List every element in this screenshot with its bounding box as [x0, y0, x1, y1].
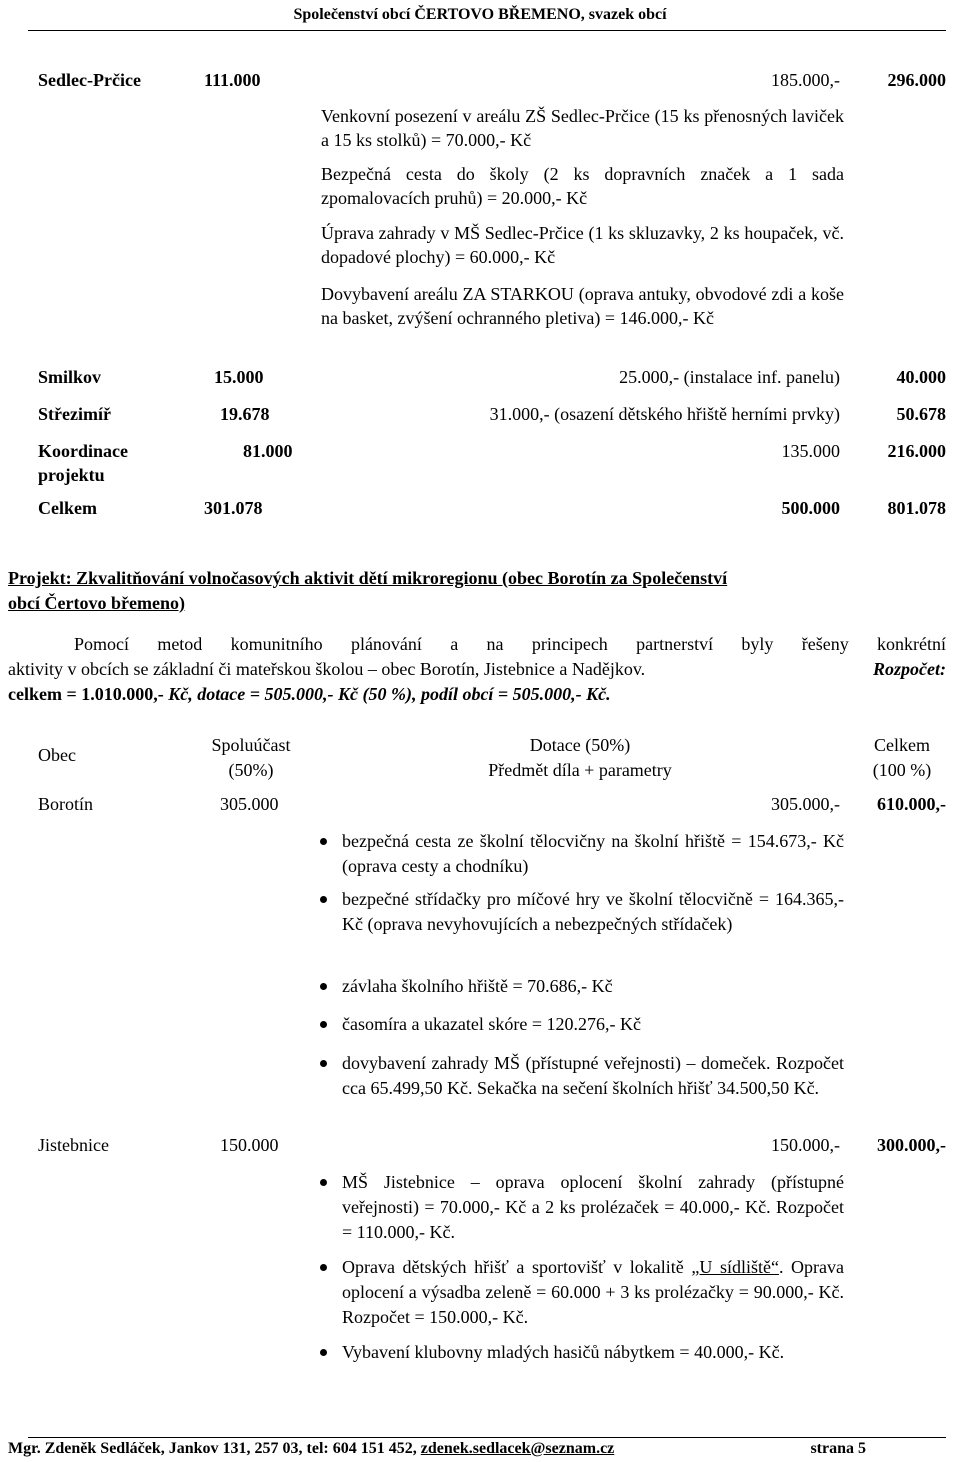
- project-title-line-2: obcí Čertovo břemeno): [8, 593, 185, 613]
- row-obec-jistebnice: Jistebnice: [38, 1135, 109, 1155]
- th-spoluucast: [196, 733, 306, 783]
- row-celkem-borotin: 610.000,-: [877, 794, 946, 814]
- row-dotace-jistebnice: 150.000,-: [771, 1135, 840, 1155]
- row-obec-borotin: Borotín: [38, 794, 94, 814]
- bullet-icon: [320, 838, 327, 845]
- th-dotace-line-1: Dotace (50%): [529, 735, 631, 755]
- row-spoluucast-koordinace: 81.000: [243, 441, 293, 461]
- footer-page-number: strana 5: [810, 1440, 866, 1457]
- page-header: Společenství obcí ČERTOVO BŘEMENO, svazek obcí: [293, 6, 667, 23]
- koordinace-line-1: Koordinace: [38, 441, 128, 461]
- row-celkem-jistebnice: 300.000,-: [877, 1135, 946, 1155]
- footer-author: [8, 1440, 614, 1458]
- project-budget-total: celkem = 1.010.000,-: [8, 684, 164, 704]
- jistebnice-item-1: MŠ Jistebnice – oprava oplocení školní zahrady (přístupné veřejnosti) = 70.000,- Kč a 2 ks prolézaček = 40.000,- Kč. Rozpočet = 110.000,- Kč.: [342, 1172, 844, 1242]
- bullet-icon: [320, 896, 327, 903]
- bullet-icon: [320, 1060, 327, 1067]
- project-para-line-1: Pomocí metod komunitního plánování a na principech partnerství byly řešeny konkrétní: [74, 634, 946, 654]
- row-celkem-total: 801.078: [887, 498, 946, 518]
- row-spoluucast-smilkov: 15.000: [214, 367, 264, 387]
- row-spoluucast-sedlec: 111.000: [204, 70, 261, 90]
- th-spoluucast-line-2: (50%): [228, 760, 274, 780]
- row-obec-koordinace: [38, 439, 128, 487]
- sedlec-item-2: Bezpečná cesta do školy (2 ks dopravních značek a 1 sada zpomalovacích pruhů) = 20.000,- Kč: [321, 164, 844, 208]
- row-celkem-sedlec: 296.000: [887, 70, 946, 90]
- th-celkem-line-1: Celkem: [874, 735, 930, 755]
- row-spoluucast-jistebnice: 150.000: [220, 1135, 279, 1155]
- sedlec-item-3: Úprava zahrady v MŠ Sedlec-Prčice (1 ks skluzavky, 2 ks houpaček, vč. dopadové plochy) = 60.000,- Kč: [321, 223, 844, 267]
- sedlec-item-4: Dovybavení areálu ZA STARKOU (oprava antuky, obvodové zdi a koše na basket, zvýšení ochranného pletiva) = 146.000,- Kč: [321, 284, 844, 328]
- row-celkem-strezimir: 50.678: [896, 404, 946, 424]
- row-dotace-borotin: 305.000,-: [771, 794, 840, 814]
- borotin-item-2: bezpečné střídačky pro míčové hry ve školní tělocvičně = 164.365,- Kč (oprava nevyhovujících a nebezpečných střídaček): [342, 889, 844, 934]
- row-celkem-smilkov: 40.000: [896, 367, 946, 387]
- footer-email-link[interactable]: zdenek.sedlacek@seznam.cz: [420, 1440, 615, 1457]
- header-divider: [28, 30, 946, 31]
- project-budget-details: Kč, dotace = 505.000,- Kč (50 %), podíl obcí = 505.000,- Kč.: [168, 684, 611, 704]
- project-title: [8, 566, 946, 616]
- jistebnice-item-2-place: „U sídliště“: [691, 1257, 779, 1277]
- sedlec-item-1: Venkovní posezení v areálu ZŠ Sedlec-Prčice (15 ks přenosných laviček a 15 ks stolků) = 70.000,- Kč: [321, 106, 844, 150]
- jistebnice-item-2-part-1: Oprava dětských hřišť a sportovišť v lokalitě: [342, 1257, 692, 1277]
- th-spoluucast-line-1: Spoluúčast: [211, 735, 291, 755]
- th-celkem: [850, 733, 954, 783]
- th-obec: Obec: [38, 745, 76, 765]
- row-obec-smilkov: Smilkov: [38, 367, 102, 387]
- row-spoluucast-total: 301.078: [204, 498, 263, 518]
- row-obec-strezimir: Střezimíř: [38, 404, 111, 424]
- row-dotace-koordinace: 135.000: [781, 441, 840, 461]
- jistebnice-item-3: Vybavení klubovny mladých hasičů nábytkem = 40.000,- Kč.: [342, 1342, 785, 1362]
- row-dotace-sedlec: 185.000,-: [771, 70, 840, 90]
- th-dotace: [420, 733, 740, 783]
- koordinace-line-2: projektu: [38, 465, 105, 485]
- row-spoluucast-borotin: 305.000: [220, 794, 279, 814]
- bullet-icon: [320, 1179, 327, 1186]
- row-obec-sedlec: Sedlec-Prčice: [38, 70, 141, 90]
- project-paragraph: [8, 632, 946, 707]
- row-spoluucast-strezimir: 19.678: [220, 404, 270, 424]
- th-dotace-line-2: Předmět díla + parametry: [488, 760, 672, 780]
- th-celkem-line-2: (100 %): [872, 760, 932, 780]
- jistebnice-item-2-part-2: . Oprava oplocení a výsadba zeleně = 60.000 + 3 ks prolézačky = 90.000,- Kč. Rozpočet = 150.000,- Kč.: [342, 1257, 844, 1327]
- borotin-item-3: závlaha školního hřiště = 70.686,- Kč: [342, 976, 613, 996]
- row-celkem-koordinace: 216.000: [887, 441, 946, 461]
- row-dotace-smilkov: 25.000,- (instalace inf. panelu): [619, 367, 840, 387]
- project-title-line-1: Projekt: Zkvalitňování volnočasových aktivit dětí mikroregionu (obec Borotín za Společenství: [8, 568, 728, 588]
- bullet-icon: [320, 983, 327, 990]
- row-dotace-strezimir: 31.000,- (osazení dětského hřiště herními prvky): [489, 404, 840, 424]
- row-dotace-total: 500.000: [781, 498, 840, 518]
- row-obec-total: Celkem: [38, 498, 97, 518]
- footer-divider: [28, 1437, 946, 1438]
- borotin-item-4: časomíra a ukazatel skóre = 120.276,- Kč: [342, 1014, 642, 1034]
- project-para-line-3: [8, 682, 946, 707]
- project-budget-label: Rozpočet:: [873, 659, 946, 679]
- bullet-icon: [320, 1264, 327, 1271]
- borotin-item-5: dovybavení zahrady MŠ (přístupné veřejnosti) – domeček. Rozpočet cca 65.499,50 Kč. Sekačka na sečení školních hřišť 34.500,50 Kč.: [342, 1053, 844, 1098]
- footer-author-text: Mgr. Zdeněk Sedláček, Jankov 131, 257 03, tel: 604 151 452,: [8, 1440, 417, 1457]
- project-para-line-2a: aktivity v obcích se základní či mateřskou školou – obec Borotín, Jistebnice a Nadějkov.: [8, 659, 646, 679]
- bullet-icon: [320, 1021, 327, 1028]
- bullet-icon: [320, 1349, 327, 1356]
- borotin-item-1: bezpečná cesta ze školní tělocvičny na školní hřiště = 154.673,- Kč (oprava cesty a chodníku): [342, 831, 844, 876]
- jistebnice-item-2: [342, 1255, 844, 1330]
- project-para-line-2: [8, 657, 946, 682]
